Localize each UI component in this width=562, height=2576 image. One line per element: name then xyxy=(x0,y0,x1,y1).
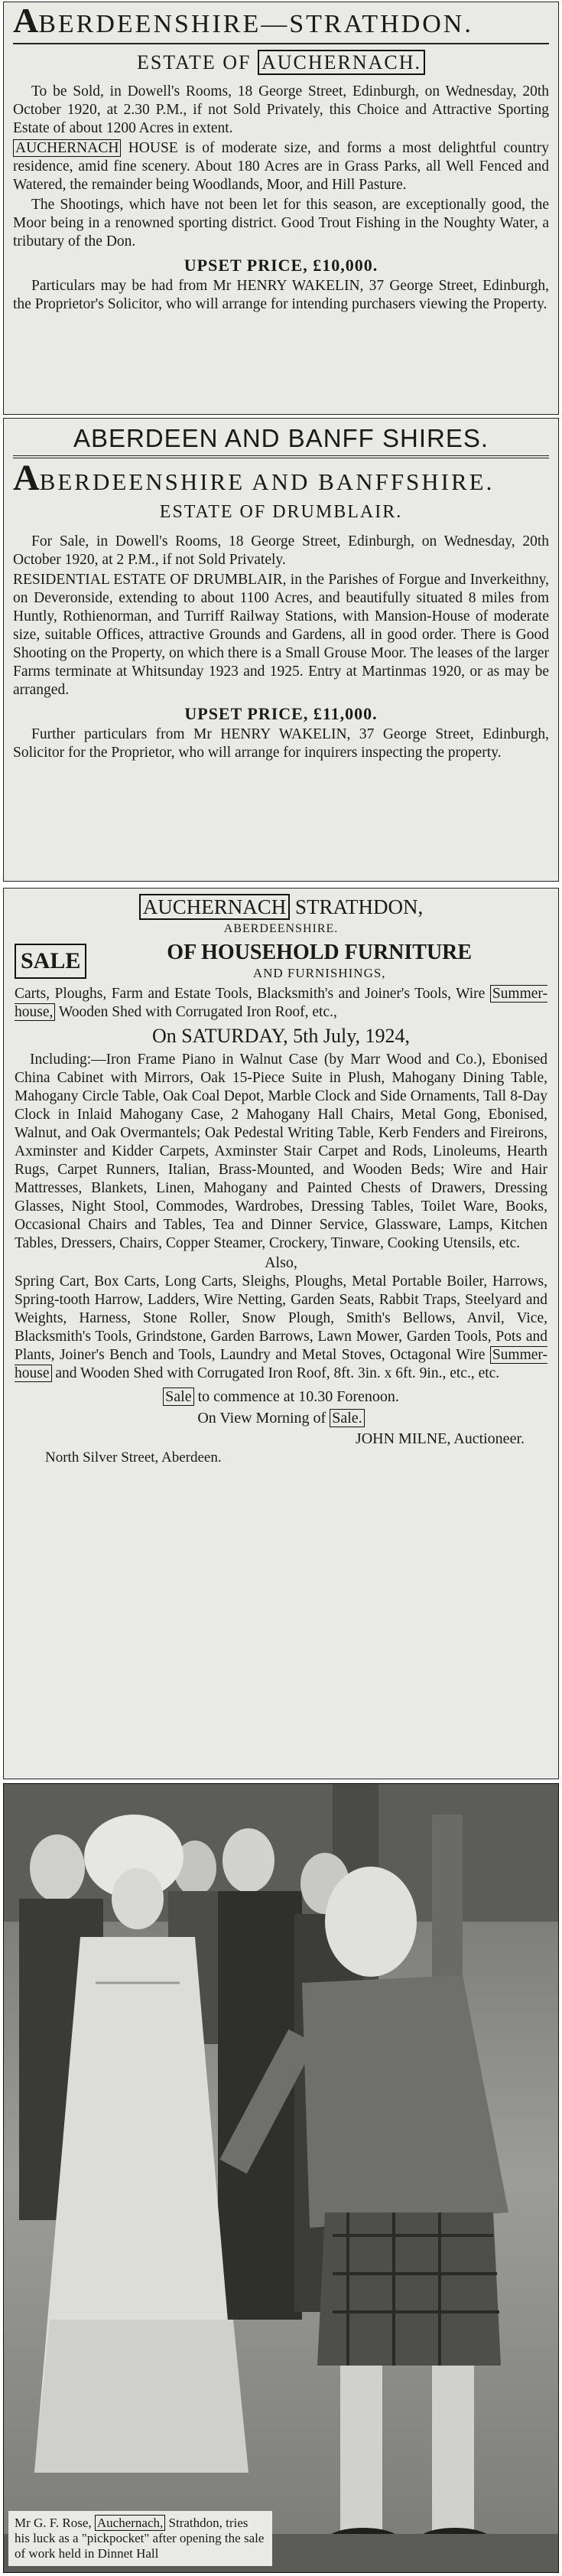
ad1-title-dropcap: A xyxy=(13,2,39,40)
ad1-paragraph-3: The Shootings, which have not been let for this season, are exceptionally good, the Moor being in a renowned sporting district. Good Trout Fishing in the Noughty Water, a tributary of the Don. xyxy=(13,197,549,249)
ad3-view-highlight: Sale. xyxy=(330,1409,364,1427)
ad2-title xyxy=(13,458,549,498)
ad3-auctioneer: JOHN MILNE, Auctioneer. xyxy=(355,1430,525,1447)
ad1-subtitle-highlight: AUCHERNACH. xyxy=(258,50,425,75)
ad3-also: Also, xyxy=(265,1254,297,1271)
ad3-title-highlight: AUCHERNACH xyxy=(139,894,291,920)
ad1-subtitle-pre: ESTATE OF xyxy=(136,51,252,73)
ad3-county: ABERDEENSHIRE. xyxy=(223,922,339,935)
ad3-also-b: and Wooden Shed with Corrugated Iron Roof, 8ft. 3in. x 6ft. 9in., etc., etc. xyxy=(55,1365,500,1381)
clipping-auchernach-estate xyxy=(3,2,559,415)
ad2-paragraph-2: RESIDENTIAL ESTATE OF DRUMBLAIR, in the Parishes of Forgue and Inverkeithny, on Deveronside, extending to about 1100 Acres, and beautifully situated 8 miles from Huntly, Rothienorman, and Turriff Railway Stations, with Mansion-House of moderate size, suitable Offices, attractive Grounds and Gardens, all in good order. There is Good Shooting on the Property, on which there is a Small Grouse Moor. The leases of the larger Farms terminate at Whitsunday 1923 and 1925. Entry at Martinmas 1920, or as may be arranged. xyxy=(13,572,549,698)
ad2-subtitle: ESTATE OF DRUMBLAIR. xyxy=(159,502,403,522)
ad3-heading-rest: OF HOUSEHOLD FURNITURE xyxy=(167,941,473,964)
ad3-sale-date: On SATURDAY, 5th July, 1924, xyxy=(151,1025,411,1047)
ad1-p2-text: HOUSE is of moderate size, and forms a most delightful country residence, amid fine scenery. About 180 Acres are in Grass Parks, all Well Fenced and Watered, the remainder being Woodlands, Moor, and Hill Pasture. xyxy=(13,140,550,193)
ad2-paragraph-3: Further particulars from Mr HENRY WAKELIN, 37 George Street, Edinburgh, Solicitor for the Proprietor, who will arrange for inquirers inspecting the property. xyxy=(13,726,549,761)
ad3-intro xyxy=(15,985,547,1022)
clipping-drumblair-estate xyxy=(3,418,559,882)
ad1-paragraph-1: To be Sold, in Dowell's Rooms, 18 George Street, Edinburgh, on Wednesday, 20th October 1920, at 2.30 P.M., if not Sold Privately, this Choice and Attractive Sporting Estate of about 1200 Acres in extent. xyxy=(13,83,549,136)
ad2-title-rest: BERDEENSHIRE AND BANFFSHIRE. xyxy=(39,468,495,495)
ad2-upset-price: UPSET PRICE, £11,000. xyxy=(184,704,378,723)
ad3-address: North Silver Street, Aberdeen. xyxy=(45,1449,222,1466)
clipping-auchernach-furniture-sale xyxy=(3,888,559,1779)
ad3-intro-a: Carts, Ploughs, Farm and Estate Tools, Blacksmith's and Joiner's Tools, Wire xyxy=(15,986,486,1002)
ad3-heading-sub: AND FURNISHINGS, xyxy=(252,966,386,980)
ad1-subtitle xyxy=(13,47,549,78)
ad3-sale-heading xyxy=(15,941,547,982)
ad3-title-rest: STRATHDON, xyxy=(295,895,424,918)
ad3-commence-rest: to commence at 10.30 Forenoon. xyxy=(197,1388,399,1405)
ad3-intro-b: Wooden Shed with Corrugated Iron Roof, etc., xyxy=(58,1004,337,1020)
ad1-title xyxy=(13,2,549,40)
ad1-p2-highlight: AUCHERNACH xyxy=(13,139,121,157)
ad3-intro-highlight: Summer-house, xyxy=(15,986,548,1020)
ad1-paragraph-2 xyxy=(13,139,549,194)
ad1-upset-price: UPSET PRICE, £10,000. xyxy=(184,256,378,275)
ad2-title-dropcap: A xyxy=(13,458,40,498)
ad3-commence xyxy=(15,1386,547,1407)
ad1-title-rest: BERDEENSHIRE—STRATHDON. xyxy=(38,10,473,38)
ad3-commence-highlight: Sale xyxy=(163,1387,193,1406)
ad3-also-a: Spring Cart, Box Carts, Long Carts, Sleighs, Ploughs, Metal Portable Boiler, Harrows, Spring-tooth Harrow, Ladders, Wire Netting, Garden Seats, Rabbit Traps, Steelyard and Weights, Harness, Stone Roller, Snow Plough, Smith's Bellows, Anvil, Vice, Blacksmith's Tools, Grindstone, Garden Barrows, Lawn Mower, Garden Tools, Pots and Plants, Joiner's Bench and Tools, Laundry and Metal Stoves, Octagonal Wire xyxy=(15,1273,547,1363)
newspaper-photo xyxy=(3,1783,559,2573)
ad3-including-list: Including:—Iron Frame Piano in Walnut Case (by Marr Wood and Co.), Ebonised China Cabinet with Mirrors, Oak 15-Piece Suite in Plush, Mahogany Dining Table, Mahogany Circle Table, Oak Coal Depot, Marble Clock and Side Ornaments, Tall 8-Day Clock in Inlaid Mahogany Case, 2 Mahogany Hall Chairs, Metal Gong, Ebonised, Walnut, and Oak Overmantels; Oak Pedestal Writing Table, Kerb Fenders and Fireirons, Axminster and Kidder Carpets, Axminster Stair Carpet and Rods, Linoleums, Hearth Rugs, Carpet Runners, Italian, Brass-Mounted, and Wooden Beds; Wire and Hair Mattresses, Blankets, Linen, Mahogany and Painted Chests of Drawers, Dressing Glasses, Night Stool, Commodes, Wardrobes, Dressing Tables, Toilet Ware, Books, Occasional Chairs and Tables, Tea and Dinner Service, Glassware, Lamps, Kitchen Tables, Dressers, Chairs, Copper Steamer, Crockery, Tinware, Cooking Utensils, etc. xyxy=(15,1052,547,1251)
ad2-paragraph-1: For Sale, in Dowell's Rooms, 18 George Street, Edinburgh, on Wednesday, 20th October 1920, at 2 P.M., if not Sold Privately. xyxy=(13,533,549,568)
photo-illustration xyxy=(4,1784,559,2573)
photo-caption-a: Mr G. F. Rose, xyxy=(15,2516,92,2530)
ad3-also-highlight: Summer-house xyxy=(15,1347,547,1381)
photo-caption xyxy=(8,2511,272,2566)
ad3-sale-dropcap: SALE xyxy=(15,944,86,979)
ad2-header: ABERDEEN AND BANFF SHIRES. xyxy=(73,424,489,452)
photo-caption-highlight: Auchernach, xyxy=(95,2515,165,2531)
photo-caption-b: Strathdon, tries his luck as a "pickpocket" after opening the sale of work held in Dinnet Hall xyxy=(15,2516,265,2561)
ad3-title xyxy=(15,893,547,921)
ad3-also-list xyxy=(15,1273,547,1383)
ad1-paragraph-4: Particulars may be had from Mr HENRY WAKELIN, 37 George Street, Edinburgh, the Proprietor's Solicitor, who will arrange for intending purchasers viewing the Property. xyxy=(13,278,549,312)
ad3-view xyxy=(15,1407,547,1429)
ad3-view-a: On View Morning of xyxy=(197,1410,326,1427)
